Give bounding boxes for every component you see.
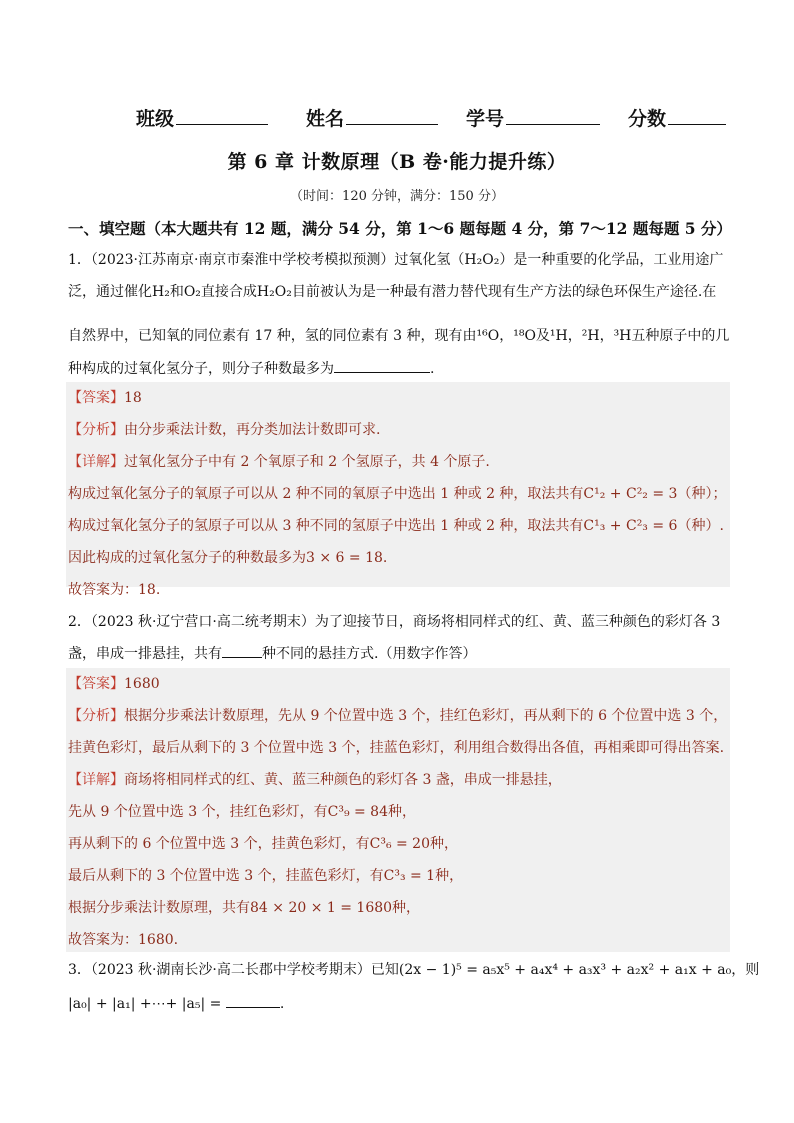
q2-detail-2: 先从 9 个位置中选 3 个，挂红色彩灯，有C³₉ = 84种， xyxy=(68,804,416,820)
id-field xyxy=(466,104,600,131)
class-blank[interactable] xyxy=(176,104,268,125)
q2-line2: 盏，串成一排悬挂，共有 种不同的悬挂方式.（用数字作答） xyxy=(68,642,732,664)
page-subtitle: （时间：120 分钟，满分：150 分） xyxy=(290,189,504,204)
q2-answer: 【答案】1680 xyxy=(68,676,160,692)
q1-answer-blank[interactable] xyxy=(334,357,430,373)
q1-analysis: 【分析】由分步乘法计数，再分类加法计数即可求. xyxy=(68,422,381,438)
id-label: 学号 xyxy=(466,108,505,130)
q3-answer-blank[interactable] xyxy=(226,992,280,1008)
score-field xyxy=(628,104,726,131)
page-title: 第 6 章 计数原理（B 卷·能力提升练） xyxy=(227,151,567,173)
q1-line3: 自然界中，已知氧的同位素有 17 种，氢的同位素有 3 种，现有由¹⁶O，¹⁸O及¹H，²H，³H五种原子中的几 xyxy=(68,328,730,344)
q1-detail: 【详解】过氧化氢分子中有 2 个氧原子和 2 个氢原子，共 4 个原子. xyxy=(68,454,490,470)
class-field xyxy=(136,104,268,131)
q2-analysis: 【分析】根据分步乘法计数原理，先从 9 个位置中选 3 个，挂红色彩灯，再从剩下的 6 个位置中选 3 个， xyxy=(68,708,728,724)
name-label: 姓名 xyxy=(306,108,345,130)
q2-analysis-2: 挂黄色彩灯，最后从剩下的 3 个位置中选 3 个，挂蓝色彩灯，利用组合数得出各值，再相乘即可得出答案. xyxy=(68,740,725,756)
q2-detail-3: 再从剩下的 6 个位置中选 3 个，挂黄色彩灯，有C³₆ = 20种， xyxy=(68,836,458,852)
name-field xyxy=(306,104,438,131)
name-blank[interactable] xyxy=(346,104,438,125)
score-label: 分数 xyxy=(628,108,667,130)
q2-line1: 2．（2023 秋·辽宁营口·高二统考期末）为了迎接节日，商场将相同样式的红、黄、蓝三种颜色的彩灯各 3 xyxy=(68,614,721,630)
q2-detail-6: 故答案为：1680. xyxy=(68,932,179,948)
q1-line1: 1．（2023·江苏南京·南京市秦淮中学校考模拟预测）过氧化氢（H₂O₂）是一种重要的化学品，工业用途广 xyxy=(68,252,724,268)
section-title: 一、填空题（本大题共有 12 题，满分 54 分，第 1～6 题每题 4 分，第 7～12 题每题 5 分） xyxy=(68,219,732,238)
q2-answer-blank[interactable] xyxy=(222,642,262,658)
q2-detail-5: 根据分步乘法计数原理，共有84 × 20 × 1 = 1680种， xyxy=(68,900,421,916)
q1-detail-2: 构成过氧化氢分子的氧原子可以从 2 种不同的氧原子中选出 1 种或 2 种，取法共有C¹₂ + C²₂ = 3（种）； xyxy=(68,486,727,502)
q3-line1: 3．（2023 秋·湖南长沙·高二长郡中学校考期末）已知(2x − 1)⁵ = a₅x⁵ + a₄x⁴ + a₃x³ + a₂x² + a₁x + a₀，则 xyxy=(68,962,760,978)
class-label: 班级 xyxy=(136,108,175,130)
q1-answer: 【答案】18 xyxy=(68,390,142,406)
student-info-header xyxy=(136,104,736,131)
q3-line2: |a₀| + |a₁| +⋯+ |a₅| = . xyxy=(68,992,732,1014)
score-blank[interactable] xyxy=(668,104,726,125)
q2-detail: 【详解】商场将相同样式的红、黄、蓝三种颜色的彩灯各 3 盏，串成一排悬挂， xyxy=(68,772,562,788)
q1-detail-3: 构成过氧化氢分子的氢原子可以从 3 种不同的氢原子中选出 1 种或 2 种，取法共有C¹₃ + C²₃ = 6（种）. xyxy=(68,518,724,534)
q2-detail-4: 最后从剩下的 3 个位置中选 3 个，挂蓝色彩灯，有C³₃ = 1种， xyxy=(68,868,464,884)
q1-line4: 种构成的过氧化氢分子，则分子种数最多为 . xyxy=(68,357,732,379)
q1-detail-4: 因此构成的过氧化氢分子的种数最多为3 × 6 = 18. xyxy=(68,550,388,566)
q1-detail-5: 故答案为：18. xyxy=(68,582,161,598)
q1-line2: 泛，通过催化H₂和O₂直接合成H₂O₂目前被认为是一种最有潜力替代现有生产方法的绿色环保生产途径.在 xyxy=(68,284,717,300)
id-blank[interactable] xyxy=(506,104,600,125)
